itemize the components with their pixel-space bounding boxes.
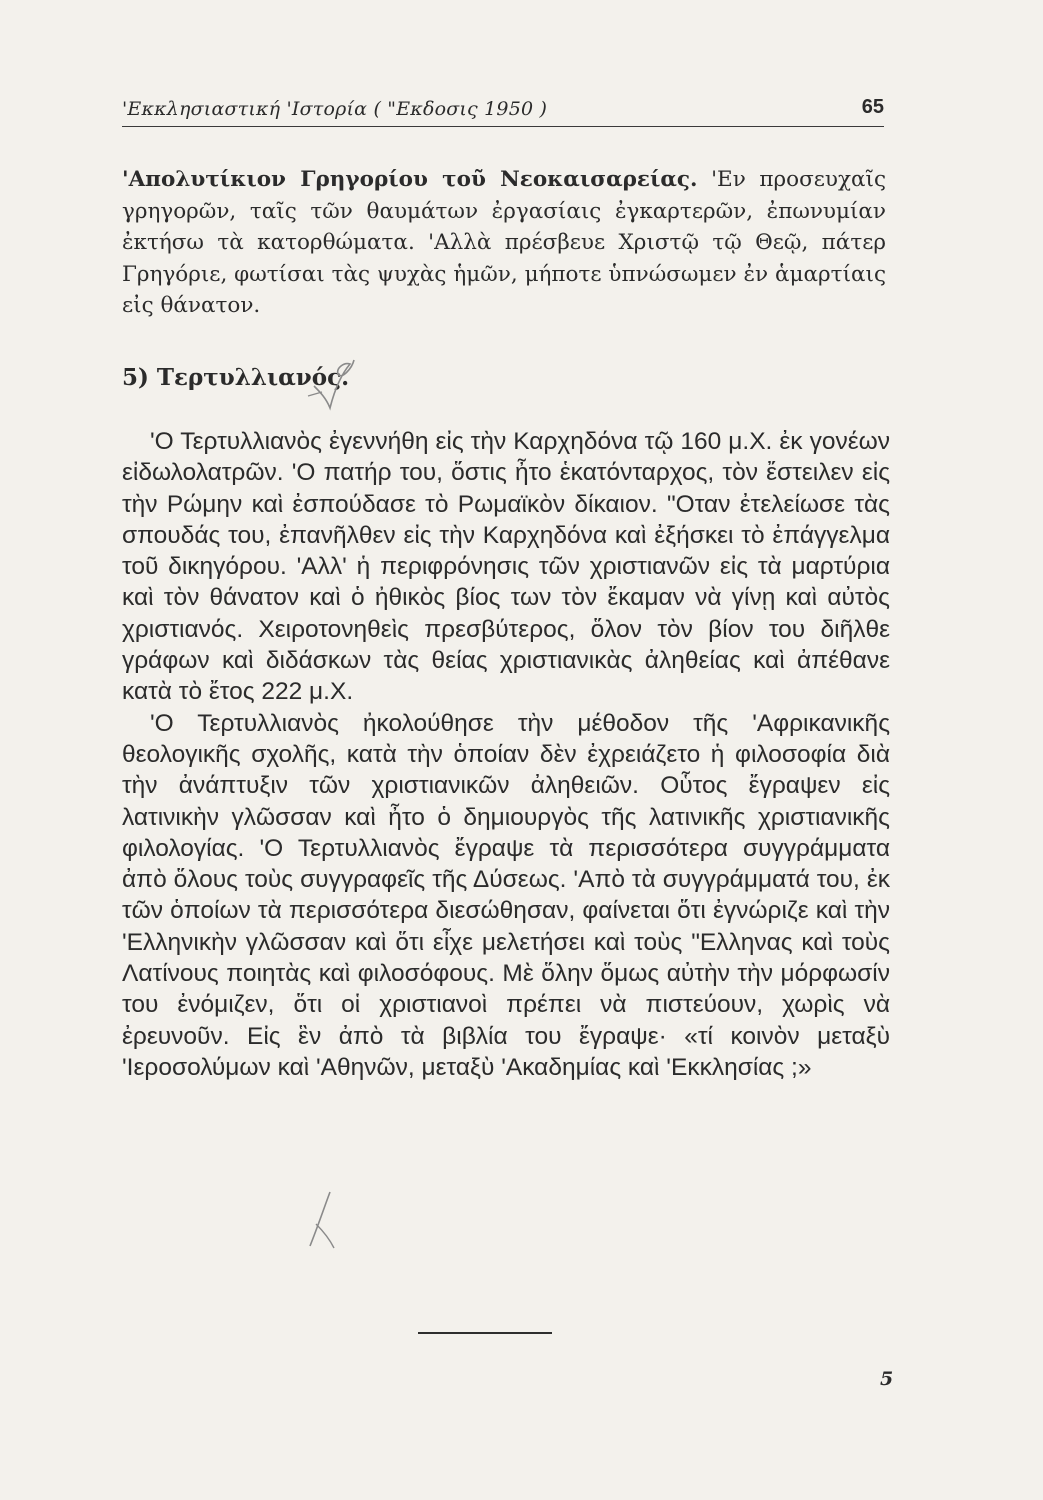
section-heading: 5) Τερτυλλιανός.: [122, 364, 350, 391]
apolytikion-lead: 'Απολυτίκιον Γρηγορίου τοῦ Νεοκαισαρείας.: [122, 167, 698, 192]
main-body: [122, 426, 890, 1083]
page-number: 65: [861, 96, 884, 118]
running-header: [122, 96, 884, 127]
pencil-end-mark-icon: [300, 1188, 344, 1252]
footer-rule: [418, 1332, 552, 1334]
header-title: 'Εκκλησιαστική 'Ιστορία ( "Εκδοσις 1950 ): [122, 98, 548, 120]
body-paragraph: 'Ο Τερτυλλιανὸς ἐγεννήθη εἰς τὴν Καρχηδόνα τῷ 160 μ.Χ. ἐκ γονέων εἰδωλολατρῶν. 'Ο πατήρ του, ὅστις ἦτο ἑκατόνταρχος, τὸν ἔστειλεν εἰς τὴν Ρώμην καὶ ἐσπούδασε τὸ Ρωμαϊκὸν δίκαιον. "Οταν ἐτελείωσε τὰς σπουδάς του, ἐπανῆλθεν εἰς τὴν Καρχηδόνα καὶ ἐξήσκει τὸ ἐπάγγελμα τοῦ δικηγόρου. 'Αλλ' ἡ περιφρόνησις τῶν χριστιανῶν εἰς τὰ μαρτύρια καὶ τὸν θάνατον καὶ ὁ ἠθικὸς βίος των τὸν ἔκαμαν νὰ γίνῃ καὶ αὐτὸς χριστιανός. Χειροτονηθεὶς πρεσβύτερος, ὅλον τὸν βίον του διῆλθε γράφων καὶ διδάσκων τὰς θείας χριστιανικὰς ἀληθείας καὶ ἀπέθανε κατὰ τὸ ἔτος 222 μ.Χ.: [122, 428, 890, 706]
body-paragraph: 'Ο Τερτυλλιανὸς ἠκολούθησε τὴν μέθοδον τῆς 'Αφρικανικῆς θεολογικῆς σχολῆς, κατὰ τὴν ὁποίαν δὲν ἐχρειάζετο ἡ φιλοσοφία διὰ τὴν ἀνάπτυξιν τῶν χριστιανικῶν ἀληθειῶν. Οὗτος ἔγραψεν εἰς λατινικὴν γλῶσσαν καὶ ἦτο ὁ δημιουργὸς τῆς λατινικῆς χριστιανικῆς φιλολογίας. 'Ο Τερτυλλιανὸς ἔγραψε τὰ περισσότερα συγγράμματα ἀπὸ ὅλους τοὺς συγγραφεῖς τῆς Δύσεως. 'Απὸ τὰ συγγράμματά του, ἐκ τῶν ὁποίων τὰ περισσότερα διεσώθησαν, φαίνεται ὅτι ἐγνώριζε καὶ τὴν 'Ελληνικὴν γλῶσσαν καὶ ὅτι εἶχε μελετήσει καὶ τοὺς "Ελληνας καὶ τοὺς Λατίνους ποιητὰς καὶ φιλοσόφους. Μὲ ὅλην ὅμως αὐτὴν τὴν μόρφωσίν του ἐνόμιζεν, ὅτι οἱ χριστιανοὶ πρέπει νὰ πιστεύουν, χωρὶς νὰ ἐρευνοῦν. Εἰς ἓν ἀπὸ τὰ βιβλία του ἔγραψε· «τί κοινὸν μεταξὺ 'Ιεροσολύμων καὶ 'Αθηνῶν, μεταξὺ 'Ακαδημίας καὶ 'Εκκλησίας ;»: [122, 709, 890, 1081]
apolytikion-text: 'Εν προσευχαῖς γρηγορῶν, ταῖς τῶν θαυμάτων ἐργασίαις ἐγκαρτερῶν, ἐπωνυμίαν ἐκτήσω τὰ κατορθώματα. 'Αλλὰ πρέσβευε Χριστῷ τῷ Θεῷ, πάτερ Γρηγόριε, φωτίσαι τὰς ψυχὰς ἡμῶν, μήποτε ὑπνώσωμεν ἐν ἁμαρτίαις εἰς θάνατον.: [122, 167, 886, 318]
apolytikion-paragraph: [122, 164, 886, 322]
pencil-checkmark-icon: [300, 352, 360, 414]
signature-number: 5: [880, 1368, 894, 1390]
